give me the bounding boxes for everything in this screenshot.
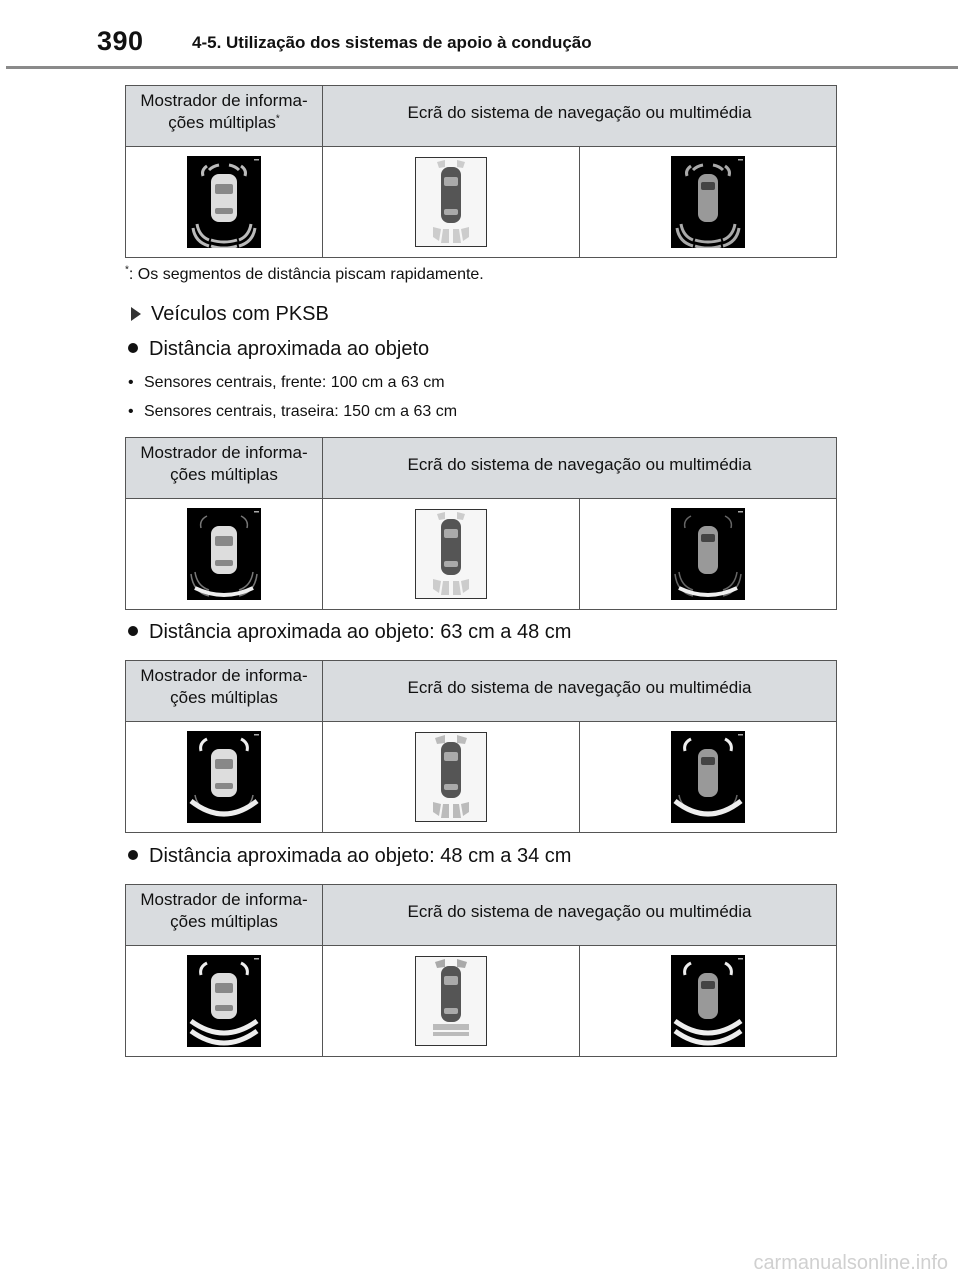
sensor-rear-line: • Sensores centrais, traseira: 150 cm a 63 cm xyxy=(128,403,458,420)
display-table-1 xyxy=(125,85,837,258)
column-header-nav: Ecrã do sistema de navegação ou multimédia xyxy=(323,438,837,499)
page-number: 390 xyxy=(97,26,144,56)
column-header-mid: Mostrador de informa- ções múltiplas xyxy=(126,661,323,722)
nav-screen-dark-car-icon xyxy=(671,508,745,600)
column-header-nav: Ecrã do sistema de navegação ou multimédia xyxy=(323,86,837,147)
mid-screen-car-icon xyxy=(187,731,261,823)
nav-display-image-2 xyxy=(580,722,837,833)
triangle-bullet-icon xyxy=(131,307,141,321)
nav-screen-dark-car-icon xyxy=(671,955,745,1047)
section-heading-pksb: Veículos com PKSB xyxy=(131,303,329,326)
column-header-mid: Mostrador de informa- ções múltiplas xyxy=(126,438,323,499)
nav-screen-car-icon xyxy=(415,956,487,1046)
nav-display-image-1 xyxy=(323,499,580,610)
mid-display-image xyxy=(126,722,323,833)
heading-distance-48-34: Distância aproximada ao objeto: 48 cm a 34 cm xyxy=(128,845,571,868)
sensor-front-line: • Sensores centrais, frente: 100 cm a 63 cm xyxy=(128,374,445,391)
mid-display-image xyxy=(126,147,323,258)
round-bullet-icon xyxy=(128,626,138,636)
heading-distance-63-48: Distância aproximada ao objeto: 63 cm a 48 cm xyxy=(128,621,571,644)
nav-display-image-1 xyxy=(323,722,580,833)
page-header xyxy=(0,0,960,72)
display-table-4 xyxy=(125,884,837,1057)
column-header-mid: Mostrador de informa- ções múltiplas xyxy=(126,885,323,946)
nav-screen-dark-car-icon xyxy=(671,731,745,823)
column-header-nav: Ecrã do sistema de navegação ou multimédia xyxy=(323,661,837,722)
nav-display-image-2 xyxy=(580,147,837,258)
nav-screen-car-icon xyxy=(415,509,487,599)
nav-screen-car-icon xyxy=(415,157,487,247)
mid-screen-car-icon xyxy=(187,508,261,600)
column-header-mid: Mostrador de informa- ções múltiplas* xyxy=(126,86,323,147)
watermark-footer: carmanualsonline.info xyxy=(753,1252,948,1274)
nav-screen-dark-car-icon xyxy=(671,156,745,248)
nav-display-image-2 xyxy=(580,946,837,1057)
nav-screen-car-icon xyxy=(415,732,487,822)
nav-display-image-2 xyxy=(580,499,837,610)
chapter-title: 4-5. Utilização dos sistemas de apoio à condução xyxy=(192,33,592,52)
mid-screen-car-icon xyxy=(187,156,261,248)
nav-display-image-1 xyxy=(323,147,580,258)
heading-approx-distance: Distância aproximada ao objeto xyxy=(128,338,429,361)
column-header-nav: Ecrã do sistema de navegação ou multimédia xyxy=(323,885,837,946)
display-table-2 xyxy=(125,437,837,610)
mid-display-image xyxy=(126,946,323,1057)
nav-display-image-1 xyxy=(323,946,580,1057)
mid-screen-car-icon xyxy=(187,955,261,1047)
footnote: *: Os segmentos de distância piscam rapidamente. xyxy=(125,264,484,283)
header-divider xyxy=(6,66,958,69)
display-table-3 xyxy=(125,660,837,833)
round-bullet-icon xyxy=(128,850,138,860)
mid-display-image xyxy=(126,499,323,610)
round-bullet-icon xyxy=(128,343,138,353)
